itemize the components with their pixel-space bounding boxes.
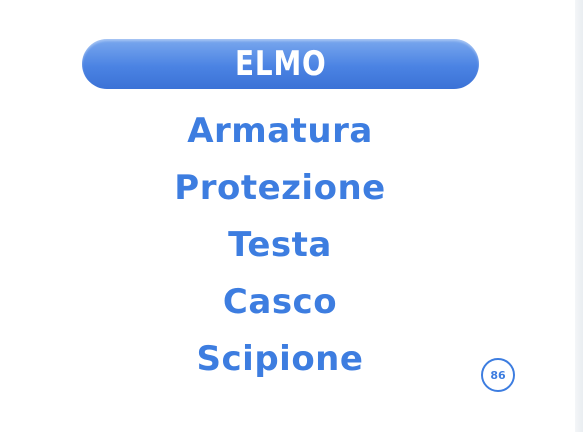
card-title: ELMO (234, 44, 327, 84)
forbidden-words-list (0, 106, 560, 391)
card-edge-shadow (575, 0, 583, 432)
forbidden-word-2: Protezione (174, 168, 386, 208)
forbidden-word-1: Armatura (187, 111, 373, 151)
forbidden-word-3: Testa (228, 225, 332, 265)
page-number-badge: 86 (481, 358, 515, 392)
forbidden-word-4: Casco (222, 282, 338, 322)
title-banner (82, 39, 479, 89)
forbidden-word-5: Scipione (196, 339, 364, 379)
